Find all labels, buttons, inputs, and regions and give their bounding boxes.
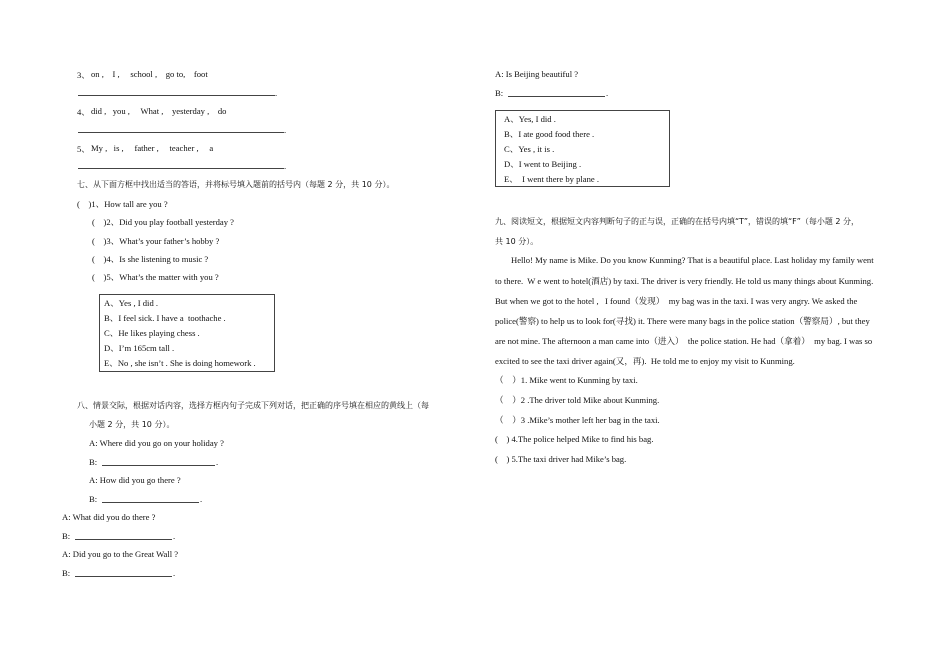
line-end-dot: . xyxy=(216,457,219,467)
answer-options-box xyxy=(99,294,275,372)
dialog-b2-label: B: xyxy=(89,494,98,504)
item-5-number: 5、 xyxy=(77,144,90,154)
passage-line-5: are not mine. The afternoon a man came into（进入） the police station. He had（拿着） my bag. I was so xyxy=(495,336,873,346)
item-5-answer-line[interactable] xyxy=(78,168,284,169)
section-seven-title: 七、从下面方框中找出适当的答语，并将标号填入题前的括号内（每题 2 分，共 10 分）。 xyxy=(77,180,395,189)
dialog-b1-label: B: xyxy=(89,457,98,467)
item-4-words: did , you , What , yesterday , do xyxy=(91,106,227,116)
item-3-answer-line[interactable] xyxy=(78,95,275,96)
dialog-a2: A: How did you go there ? xyxy=(89,475,181,485)
option-c: C、He likes playing chess . xyxy=(104,328,200,338)
section-nine-title-line2: 共 10 分）。 xyxy=(495,237,539,246)
dialog-b5-blank[interactable] xyxy=(508,96,605,97)
item-4-answer-line[interactable] xyxy=(78,132,284,133)
option-a: A、Yes , I did . xyxy=(104,298,159,308)
line-end-dot: . xyxy=(606,88,609,98)
line-end-dot: . xyxy=(275,88,278,98)
item-5-words: My , is , father , teacher , a xyxy=(91,143,214,153)
dialog-b4-label: B: xyxy=(62,568,71,578)
option-b: B、I feel sick. I have a toothache . xyxy=(104,313,226,323)
dialog-option-a: A、Yes, I did . xyxy=(504,114,556,124)
statement-3: （ ）3 .Mike’s mother left her bag in the taxi. xyxy=(495,415,660,425)
dialog-b5-label: B: xyxy=(495,88,504,98)
dialog-a5: A: Is Beijing beautiful ? xyxy=(495,69,579,79)
item-3-number: 3、 xyxy=(77,70,90,80)
passage-line-4: police(警察) to help us to look for(寻找) it. There were many bags in the police station（警察局）, but they xyxy=(495,316,870,326)
question-1: ( )1、How tall are you ? xyxy=(77,199,168,209)
dialog-option-c: C、Yes , it is . xyxy=(504,144,555,154)
statement-2: （ ）2 .The driver told Mike about Kunming. xyxy=(495,395,660,405)
dialog-option-b: B、I ate good food there . xyxy=(504,129,595,139)
section-eight-title-line1: 八、情景交际，根据对话内容，选择方框内句子完成下列对话，把正确的序号填在相应的黄线上（每 xyxy=(77,401,429,410)
question-3: ( )3、What’s your father’s hobby ? xyxy=(92,236,220,246)
dialog-a4: A: Did you go to the Great Wall ? xyxy=(62,549,179,559)
dialog-options-box xyxy=(495,110,670,187)
item-3-words: on , I , school , go to, foot xyxy=(91,69,208,79)
statement-5: ( ) 5.The taxi driver had Mike’s bag. xyxy=(495,454,627,464)
option-d: D、I’m 165cm tall . xyxy=(104,343,175,353)
passage-line-3: But when we got to the hotel , I found（发现） my bag was in the taxi. I was very angry. We asked the xyxy=(495,296,858,306)
line-end-dot: . xyxy=(173,531,176,541)
dialog-a3: A: What did you do there ? xyxy=(62,512,156,522)
statement-1: （ ）1. Mike went to Kunming by taxi. xyxy=(495,375,638,385)
line-end-dot: . xyxy=(200,494,203,504)
question-2: ( )2、Did you play football yesterday ? xyxy=(92,217,234,227)
dialog-b4-blank[interactable] xyxy=(75,576,172,577)
item-4-number: 4、 xyxy=(77,107,90,117)
line-end-dot: . xyxy=(284,161,287,171)
dialog-b3-blank[interactable] xyxy=(75,539,172,540)
dialog-option-e: E、 I went there by plane . xyxy=(504,174,599,184)
dialog-b3-label: B: xyxy=(62,531,71,541)
line-end-dot: . xyxy=(284,125,287,135)
line-end-dot: . xyxy=(173,568,176,578)
passage-line-1: Hello! My name is Mike. Do you know Kunming? That is a beautiful place. Last holiday my family went xyxy=(511,255,874,265)
section-eight-title-line2: 小题 2 分，共 10 分）。 xyxy=(89,420,175,429)
passage-line-6: excited to see the taxi driver again(又，再). He told me to enjoy my visit to Kunming. xyxy=(495,356,795,366)
question-4: ( )4、Is she listening to music ? xyxy=(92,254,209,264)
statement-4: ( ) 4.The police helped Mike to find his bag. xyxy=(495,434,654,444)
dialog-b1-blank[interactable] xyxy=(102,465,215,466)
option-e: E、No , she isn’t . She is doing homework . xyxy=(104,358,256,368)
dialog-option-d: D、I went to Beijing . xyxy=(504,159,582,169)
dialog-a1: A: Where did you go on your holiday ? xyxy=(89,438,224,448)
passage-line-2: to there. W e went to hotel(酒店) by taxi. The driver is very friendly. He told us many things about Kunming. xyxy=(495,276,874,286)
dialog-b2-blank[interactable] xyxy=(102,502,199,503)
question-5: ( )5、What’s the matter with you ? xyxy=(92,272,219,282)
section-nine-title-line1: 九、阅读短文，根据短文内容判断句子的正与误，正确的在括号内填“T”，错误的填“F”（每小题 2 分， xyxy=(495,217,860,226)
